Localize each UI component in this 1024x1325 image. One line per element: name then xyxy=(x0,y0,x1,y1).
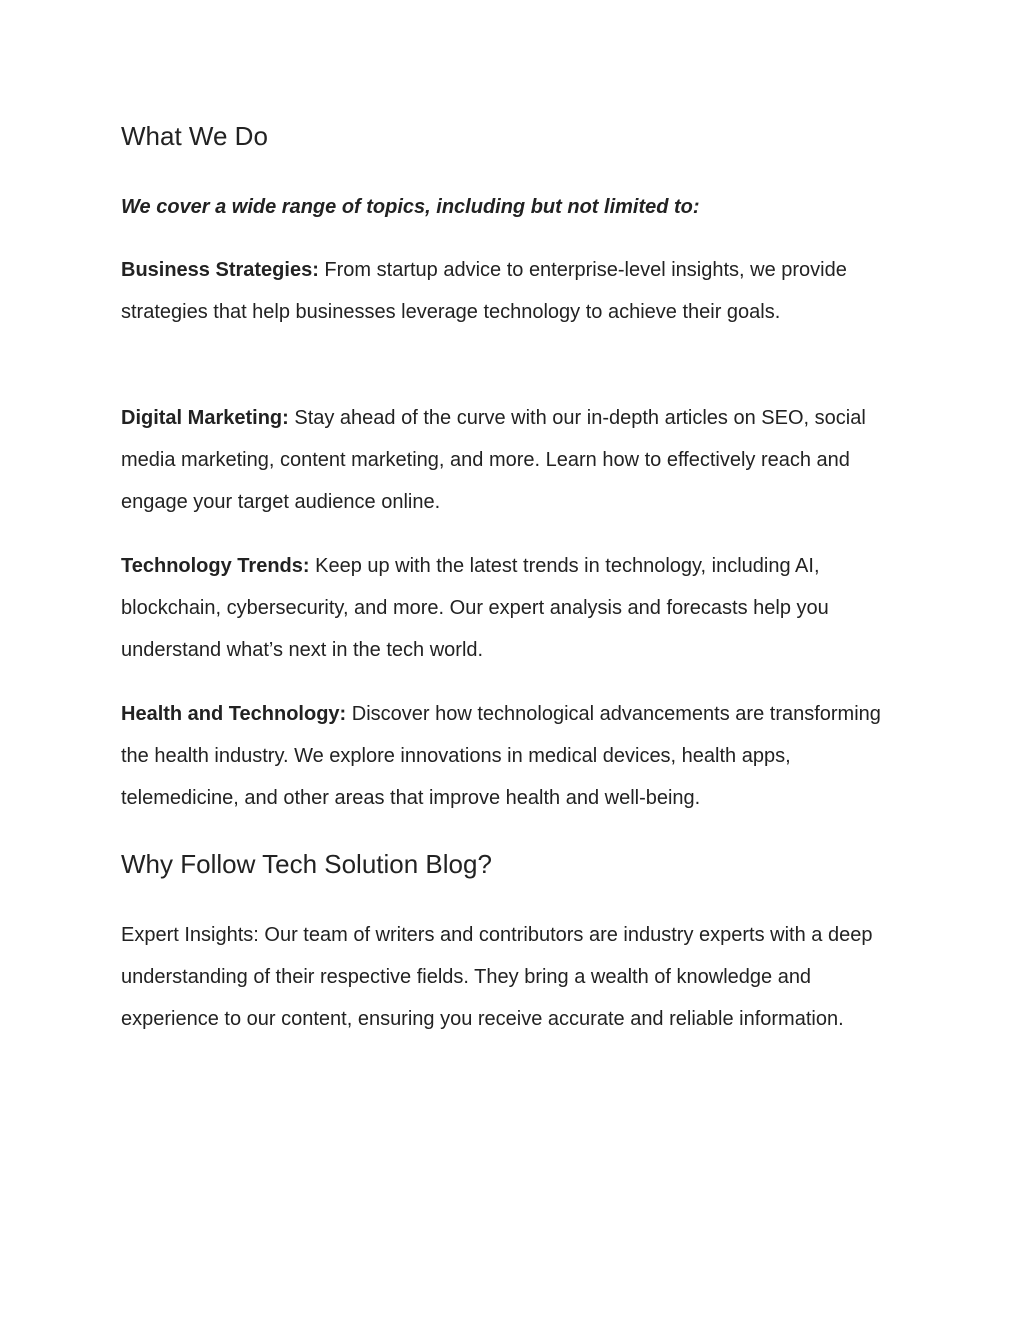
paragraph-technology-trends xyxy=(121,545,911,671)
label-digital-marketing: Digital Marketing: xyxy=(121,407,289,429)
text-business-strategies: From startup advice to enterprise-level insights, we provide strategies that help businesses leverage technology to achieve their goals. xyxy=(121,259,847,323)
text-digital-marketing: Stay ahead of the curve with our in-depth articles on SEO, social media marketing, content marketing, and more. Learn how to effectively reach and engage your target audience online. xyxy=(121,407,866,513)
paragraph-health-and-technology xyxy=(121,693,911,819)
paragraph-business-strategies xyxy=(121,249,911,333)
heading-why-follow: Why Follow Tech Solution Blog? xyxy=(121,849,492,879)
paragraph-digital-marketing xyxy=(121,397,911,523)
text-health-and-technology: Discover how technological advancements are transforming the health industry. We explore innovations in medical devices, health apps, telemedicine, and other areas that improve health and well-being. xyxy=(121,703,881,809)
label-health-and-technology: Health and Technology: xyxy=(121,703,347,725)
intro-text: We cover a wide range of topics, including but not limited to: xyxy=(121,196,700,218)
text-technology-trends: Keep up with the latest trends in technology, including AI, blockchain, cybersecurity, and more. Our expert analysis and forecasts help you understand what’s next in the tech world. xyxy=(121,555,829,661)
label-business-strategies: Business Strategies: xyxy=(121,259,319,281)
heading-what-we-do: What We Do xyxy=(121,121,268,151)
paragraph-expert-insights: Expert Insights: Our team of writers and contributors are industry experts with a deep understanding of their respective fields. They bring a wealth of knowledge and experience to our content, ensuring you receive accurate and reliable information. xyxy=(121,924,873,1030)
label-technology-trends: Technology Trends: xyxy=(121,555,310,577)
